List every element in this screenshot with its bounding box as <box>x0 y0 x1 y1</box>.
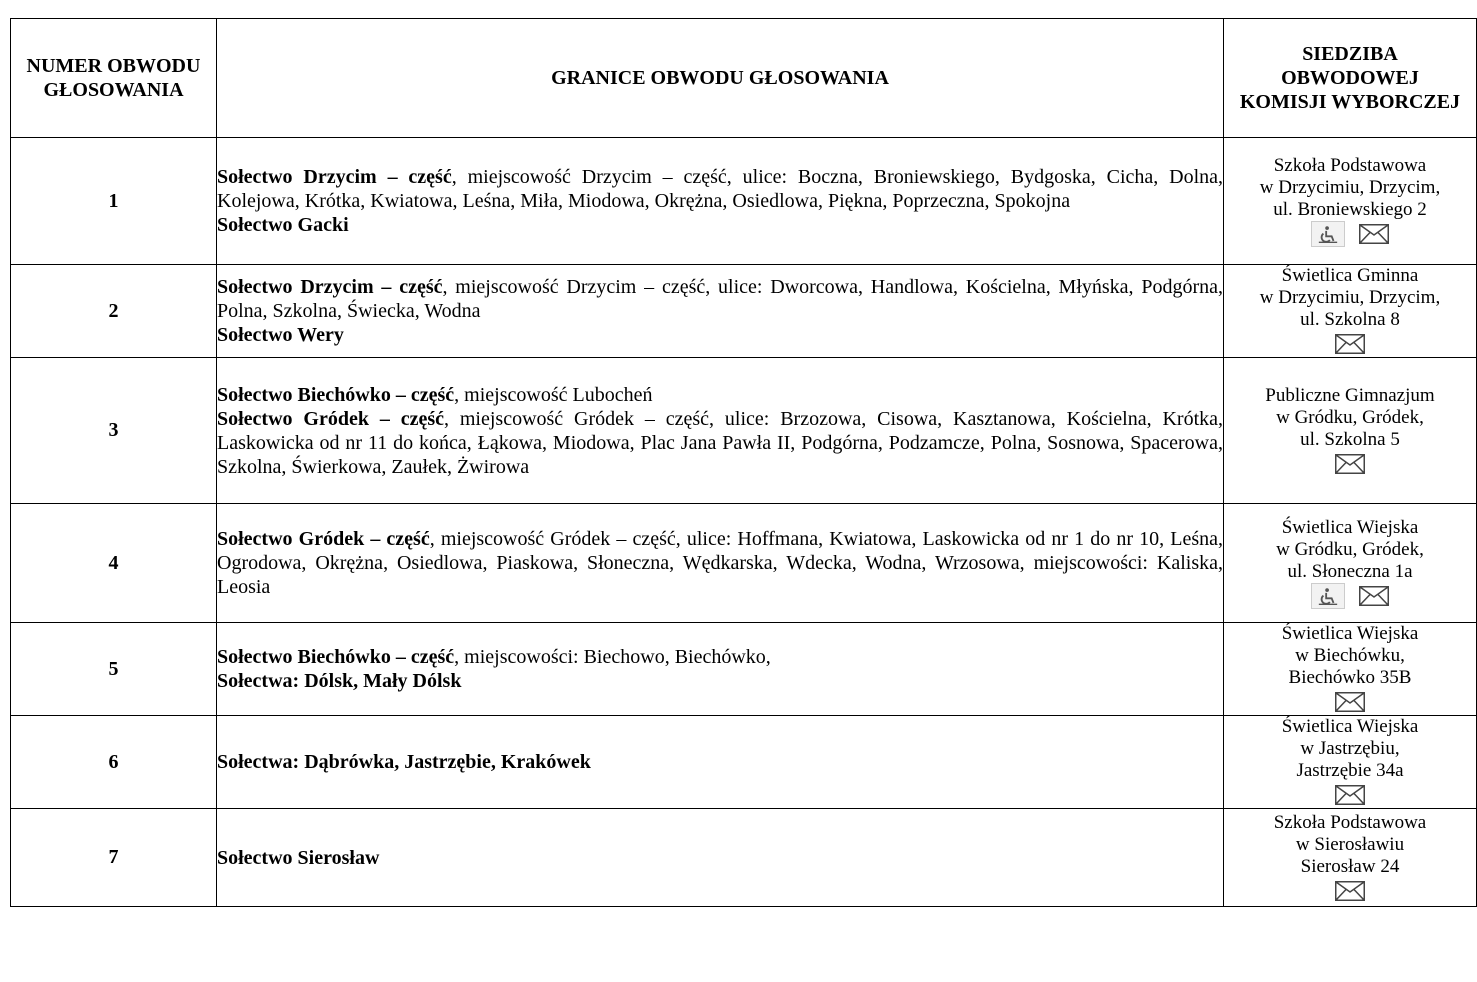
boundary-text: , miejscowość Drzycim – część, ulice: Dworcowa, Handlowa, Kościelna, Młyńska, Podgórna, Polna, Szkolna, Świecka, Wodna <box>217 276 1223 322</box>
wheelchair-icon <box>1311 583 1345 609</box>
solectwo-name: Sołectwo Gródek – część <box>217 528 430 550</box>
solectwo-name: Sołectwo Sierosław <box>217 846 380 869</box>
seat-address-line: ul. Szkolna 8 <box>1300 309 1400 330</box>
district-boundaries <box>217 809 1224 907</box>
seat-address-line: w Jastrzębiu, <box>1300 738 1400 759</box>
table-row <box>11 809 1477 907</box>
district-number: 4 <box>11 504 217 623</box>
commission-seat <box>1224 265 1477 358</box>
seat-address-line: Szkoła Podstawowa <box>1273 155 1427 176</box>
boundary-text: , miejscowości: Biechowo, Biechówko, <box>454 646 771 668</box>
header-seat: SIEDZIBA OBWODOWEJ KOMISJI WYBORCZEJ <box>1224 19 1477 138</box>
boundary-line <box>217 165 1223 213</box>
seat-address-line: Szkoła Podstawowa <box>1273 811 1427 833</box>
table-row <box>11 716 1477 809</box>
boundary-line <box>217 323 1223 347</box>
header-row <box>11 19 1477 138</box>
boundary-line <box>217 383 1223 407</box>
district-boundaries <box>217 138 1224 265</box>
seat-address-line: Biechówko 35B <box>1288 667 1412 688</box>
seat-address-line: Świetlica Wiejska <box>1281 517 1419 538</box>
solectwo-name: Sołectwo Gacki <box>217 214 349 236</box>
solectwo-name: Sołectwo Biechówko – część <box>217 646 455 668</box>
envelope-icon <box>1335 785 1365 805</box>
boundary-line <box>217 407 1223 479</box>
district-boundaries <box>217 716 1224 809</box>
solectwo-name: Sołectwo Drzycim – część <box>217 166 452 188</box>
seat-address-line: w Sierosławiu <box>1295 833 1405 855</box>
seat-address-line: ul. Słoneczna 1a <box>1287 561 1413 582</box>
boundary-line <box>217 275 1223 323</box>
district-number: 7 <box>11 809 217 907</box>
seat-address-line: Świetlica Wiejska <box>1281 716 1419 737</box>
table-row <box>11 504 1477 623</box>
header-number: NUMER OBWODU GŁOSOWANIA <box>11 19 217 138</box>
seat-address-line: w Biechówku, <box>1295 645 1405 666</box>
district-boundaries <box>217 265 1224 358</box>
seat-icons <box>1224 782 1476 808</box>
seat-address-line: Świetlica Gminna <box>1281 265 1419 286</box>
solectwo-name: Sołectwo Wery <box>217 324 344 346</box>
district-number: 5 <box>11 623 217 716</box>
seat-icons <box>1224 689 1476 715</box>
boundary-line <box>217 645 1223 669</box>
envelope-icon <box>1335 334 1365 354</box>
seat-address-line: w Drzycimiu, Drzycim, <box>1259 287 1441 308</box>
table-row <box>11 358 1477 504</box>
boundary-text: , miejscowość Gródek – część, ulice: Hoffmana, Kwiatowa, Laskowicka od nr 1 do nr 10, Leśna, Ogrodowa, Okrężna, Osiedlowa, Piaskowa, Słoneczna, Wędkarska, Wdecka, Wodna, Wrzosowa, miejscowości: Kaliska, Leosia <box>217 528 1223 598</box>
commission-seat <box>1224 716 1477 809</box>
commission-seat <box>1224 623 1477 716</box>
district-number: 2 <box>11 265 217 358</box>
seat-icons <box>1224 331 1476 357</box>
seat-icons <box>1224 583 1476 609</box>
seat-icons <box>1224 451 1476 477</box>
boundary-text: , miejscowość Lubocheń <box>454 383 653 406</box>
header-boundaries: GRANICE OBWODU GŁOSOWANIA <box>217 19 1224 138</box>
seat-address-line: Jastrzębie 34a <box>1296 760 1404 781</box>
table-row <box>11 265 1477 358</box>
solectwo-name: Sołectwa: Dąbrówka, Jastrzębie, Krakówek <box>217 751 591 773</box>
seat-address-line: Publiczne Gimnazjum <box>1265 384 1435 406</box>
solectwo-name: Sołectwo Gródek – część <box>217 407 444 430</box>
solectwo-name: Sołectwa: Dólsk, Mały Dólsk <box>217 670 462 692</box>
district-number: 1 <box>11 138 217 265</box>
seat-address-line: w Gródku, Gródek, <box>1276 406 1424 428</box>
seat-address-line: w Drzycimiu, Drzycim, <box>1259 177 1441 198</box>
seat-address-line: ul. Broniewskiego 2 <box>1273 199 1427 220</box>
district-boundaries <box>217 358 1224 504</box>
boundary-text: , miejscowość Gródek – część, ulice: Brzozowa, Cisowa, Kasztanowa, Kościelna, Krótka, Laskowicka od nr 11 do końca, Łąkowa, Miodowa, Plac Jana Pawła II, Podgórna, Podzamcze, Polna, Sosnowa, Spacerowa, Szkolna, Świerkowa, Zaułek, Żwirowa <box>217 407 1224 478</box>
seat-icons <box>1224 221 1476 247</box>
district-boundaries <box>217 504 1224 623</box>
envelope-icon <box>1335 454 1365 474</box>
wheelchair-icon <box>1311 221 1345 247</box>
seat-address-line: w Gródku, Gródek, <box>1276 539 1424 560</box>
boundary-line <box>217 527 1223 599</box>
solectwo-name: Sołectwo Biechówko – część <box>217 383 455 406</box>
seat-address-line: Świetlica Wiejska <box>1281 623 1419 644</box>
boundary-line <box>217 750 1223 774</box>
table-row <box>11 138 1477 265</box>
boundary-line <box>217 669 1223 693</box>
seat-address-line: ul. Szkolna 5 <box>1300 428 1400 450</box>
commission-seat <box>1224 504 1477 623</box>
commission-seat <box>1224 809 1477 907</box>
district-number: 3 <box>11 358 217 504</box>
boundary-line <box>217 213 1223 237</box>
envelope-icon <box>1359 224 1389 244</box>
boundary-text: , miejscowość Drzycim – część, ulice: Boczna, Broniewskiego, Bydgoska, Cicha, Dolna, Kolejowa, Krótka, Kwiatowa, Leśna, Miła, Miodowa, Okrężna, Osiedlowa, Piękna, Poprzeczna, Spokojna <box>217 166 1224 212</box>
commission-seat <box>1224 138 1477 265</box>
table-row <box>11 623 1477 716</box>
envelope-icon <box>1359 586 1389 606</box>
envelope-icon <box>1335 881 1365 901</box>
voting-districts-table <box>10 18 1477 907</box>
seat-icons <box>1224 878 1476 904</box>
commission-seat <box>1224 358 1477 504</box>
district-number: 6 <box>11 716 217 809</box>
envelope-icon <box>1335 692 1365 712</box>
boundary-line <box>217 846 1223 870</box>
solectwo-name: Sołectwo Drzycim – część <box>217 276 443 298</box>
seat-address-line: Sierosław 24 <box>1300 855 1400 877</box>
district-boundaries <box>217 623 1224 716</box>
